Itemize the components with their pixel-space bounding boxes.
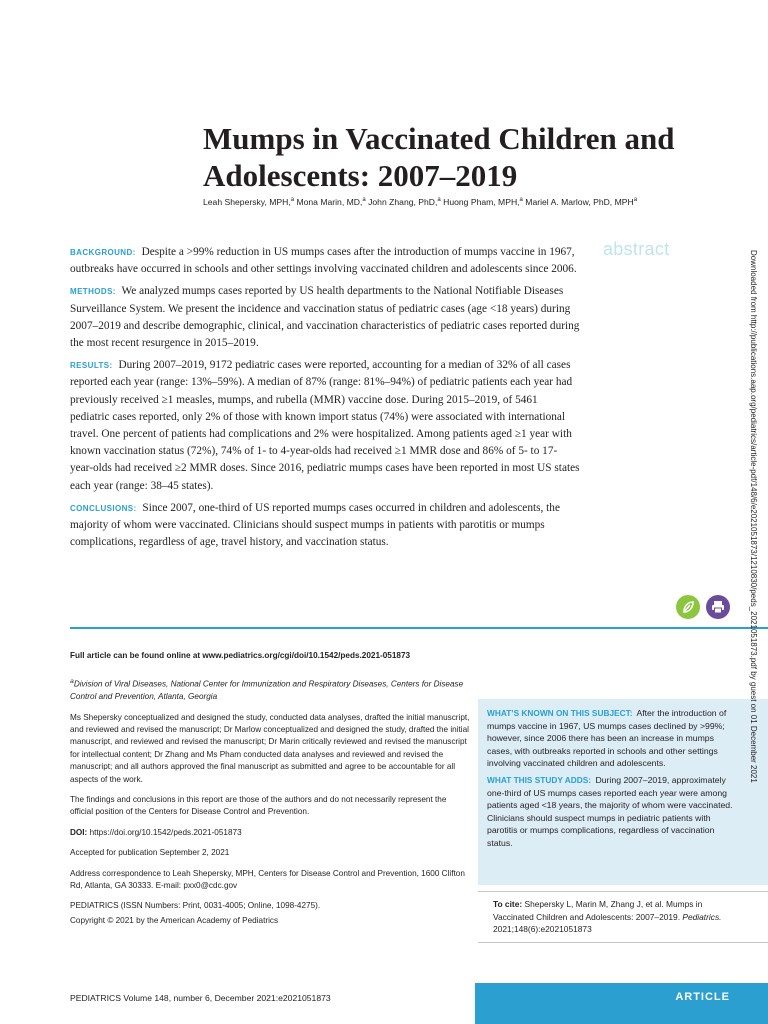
- contributions: Ms Shepersky conceptualized and designed the study, conducted data analyses, drafted the initial manuscript, and reviewed and revised the manuscript; Dr Marlow conceptualized and designed the study, drafted the initial manuscript, and reviewed and revised the manuscript; Dr Marin critically reviewed and revised the manuscript for intellectual content; Dr Zhang and Ms Pham conducted data analyses and reviewed and revised the manuscript; and all authors approved the final manuscript as submitted and agree to be accountable for all aspects of the work.: [70, 712, 470, 784]
- cite-journal: Pediatrics.: [682, 911, 722, 922]
- article-title: Mumps in Vaccinated Children and Adolescents: 2007–2019: [203, 121, 675, 193]
- article-notes: [70, 676, 470, 935]
- author-name: Mona Marin, MD,: [296, 197, 363, 207]
- copyright: Copyright © 2021 by the American Academy of Pediatrics: [70, 915, 279, 925]
- doi-link[interactable]: https://doi.org/10.1542/peds.2021-051873: [89, 827, 242, 837]
- abstract-body: [70, 244, 580, 556]
- print-icon[interactable]: [706, 595, 730, 619]
- section-text: We analyzed mumps cases reported by US health departments to the National Notifiable Diseases Surveillance System. We present the incidence and vaccination status of pediatric cases (age <18 years) during 2007–2019 and describe demographic, clinical, and vaccination characteristics of pediatric cases reported during the most recent resurgence in 2015–2019.: [70, 285, 580, 350]
- whats-known: WHAT’S KNOWN ON THIS SUBJECT: After the introduction of mumps vaccine in 1967, US mumps cases declined by >99%; however, since 2006 there has been an increase in mumps cases, with outbreaks reported in schools and other settings involving vaccinated children and adolescents.: [487, 708, 727, 769]
- section-label: RESULTS:: [70, 361, 113, 371]
- section-divider: [70, 627, 768, 629]
- section-text: During 2007–2019, 9172 pediatric cases were reported, accounting for a median of 32% of all cases reported each year (range: 13%–59%). A median of 87% (range: 81%–94%) of pediatric patients each year had previously received ≥1 measles, mumps, and rubella (MMR) vaccine dose. During 2015–2019, of 5461 pediatric cases reported, only 2% of those with known import status (74%) were associated with international travel. One percent of patients had complications and 2% were hospitalized. Among patients aged ≥1 year with known vaccination status (72%), 74% of 1- to 4-year-olds had received ≥1 MMR dose and 86% of 5- to 17-year-olds had received ≥2 MMR doses. Since 2016, pediatric mumps cases have been reported in most US states each year (range: 38–45 states).: [70, 359, 580, 492]
- author-list: Leah Shepersky, MPH,$^a$ Mona Marin, MD,$^a$ John Zhang, PhD,$^a$ Huong Pham, MPH,$^a$ Mariel A. Marlow, PhD, MPH$^a$: [203, 197, 638, 207]
- correspondence: Address correspondence to Leah Shepersky, MPH, Centers for Disease Control and Prevention, 1600 Clifton Rd, Atlanta, GA 30333. E-mail: pxx0@cdc.gov: [70, 868, 465, 891]
- author-name: Mariel A. Marlow, PhD, MPH: [525, 197, 634, 207]
- section-label: CONCLUSIONS:: [70, 503, 137, 513]
- disclaimer: The findings and conclusions in this report are those of the authors and do not necessarily represent the official position of the Centers for Disease Control and Prevention.: [70, 794, 447, 817]
- article-tab: [475, 983, 768, 1024]
- page-footer: PEDIATRICS Volume 148, number 6, December 2021:e2021051873: [70, 993, 331, 1003]
- accepted-date: Accepted for publication September 2, 2021: [70, 848, 230, 858]
- section-text: Since 2007, one-third of US reported mumps cases occurred in children and adolescents, the majority of whom were vaccinated. Clinicians should suspect mumps in patients with parotitis or mumps complications, regardless of age, travel history, and vaccination status.: [70, 501, 560, 549]
- summary-box: [478, 699, 768, 885]
- author-name: Huong Pham, MPH,: [443, 197, 520, 207]
- article-tools: [676, 595, 736, 619]
- author-name: John Zhang, PhD,: [368, 197, 438, 207]
- author-name: Leah Shepersky, MPH,: [203, 197, 291, 207]
- study-adds: WHAT THIS STUDY ADDS: During 2007–2019, approximately one-third of US mumps cases reported each year were among patients aged <18 years, the majority of whom were vaccinated. Clinicians should suspect mumps in pediatric patients with parotitis or mumps complications, regardless of vaccination status.: [487, 774, 733, 848]
- issn: PEDIATRICS (ISSN Numbers: Print, 0031-4005; Online, 1098-4275).: [70, 901, 321, 911]
- affiliation: $^a$Division of Viral Diseases, National Center for Immunization and Respiratory Diseases, Centers for Disease Control and Prevention, Atlanta, Georgia: [70, 678, 464, 702]
- abstract-heading: abstract: [603, 239, 670, 259]
- cite-ref: 2021;148(6):e2021051873: [493, 924, 592, 935]
- download-notice: Downloaded from http://publications.aap.org/pediatrics/article-pdf/148/6/e2021051873/1210830/peds_2021051873.pdf by guest on 01 December 2021: [749, 250, 758, 783]
- section-label: BACKGROUND:: [70, 248, 136, 257]
- box-label: WHAT’S KNOWN ON THIS SUBJECT:: [487, 708, 633, 718]
- box-label: WHAT THIS STUDY ADDS:: [487, 774, 592, 785]
- abstract-conclusions: [70, 500, 580, 552]
- section-label: METHODS:: [70, 287, 116, 297]
- full-article-link[interactable]: Full article can be found online at www.pediatrics.org/cgi/doi/10.1542/peds.2021-051873: [70, 651, 411, 660]
- article-tab-label: ARTICLE: [675, 991, 730, 1003]
- doi: DOI: https://doi.org/10.1542/peds.2021-051873: [70, 827, 242, 837]
- abstract-background: [70, 244, 580, 278]
- cite-text: Shepersky L, Marin M, Zhang J, et al. Mumps in Vaccinated Children and Adolescents: 2007–2019.: [493, 899, 703, 922]
- abstract-results: [70, 357, 580, 495]
- citation-box: [478, 891, 768, 943]
- abstract-methods: [70, 283, 580, 352]
- cite-label: To cite:: [493, 899, 523, 909]
- section-text: Despite a >99% reduction in US mumps cases after the introduction of mumps vaccine in 1967, outbreaks have occurred in schools and other settings involving vaccinated children and adolescents since 2006.: [70, 246, 577, 276]
- leaf-icon[interactable]: [676, 595, 700, 619]
